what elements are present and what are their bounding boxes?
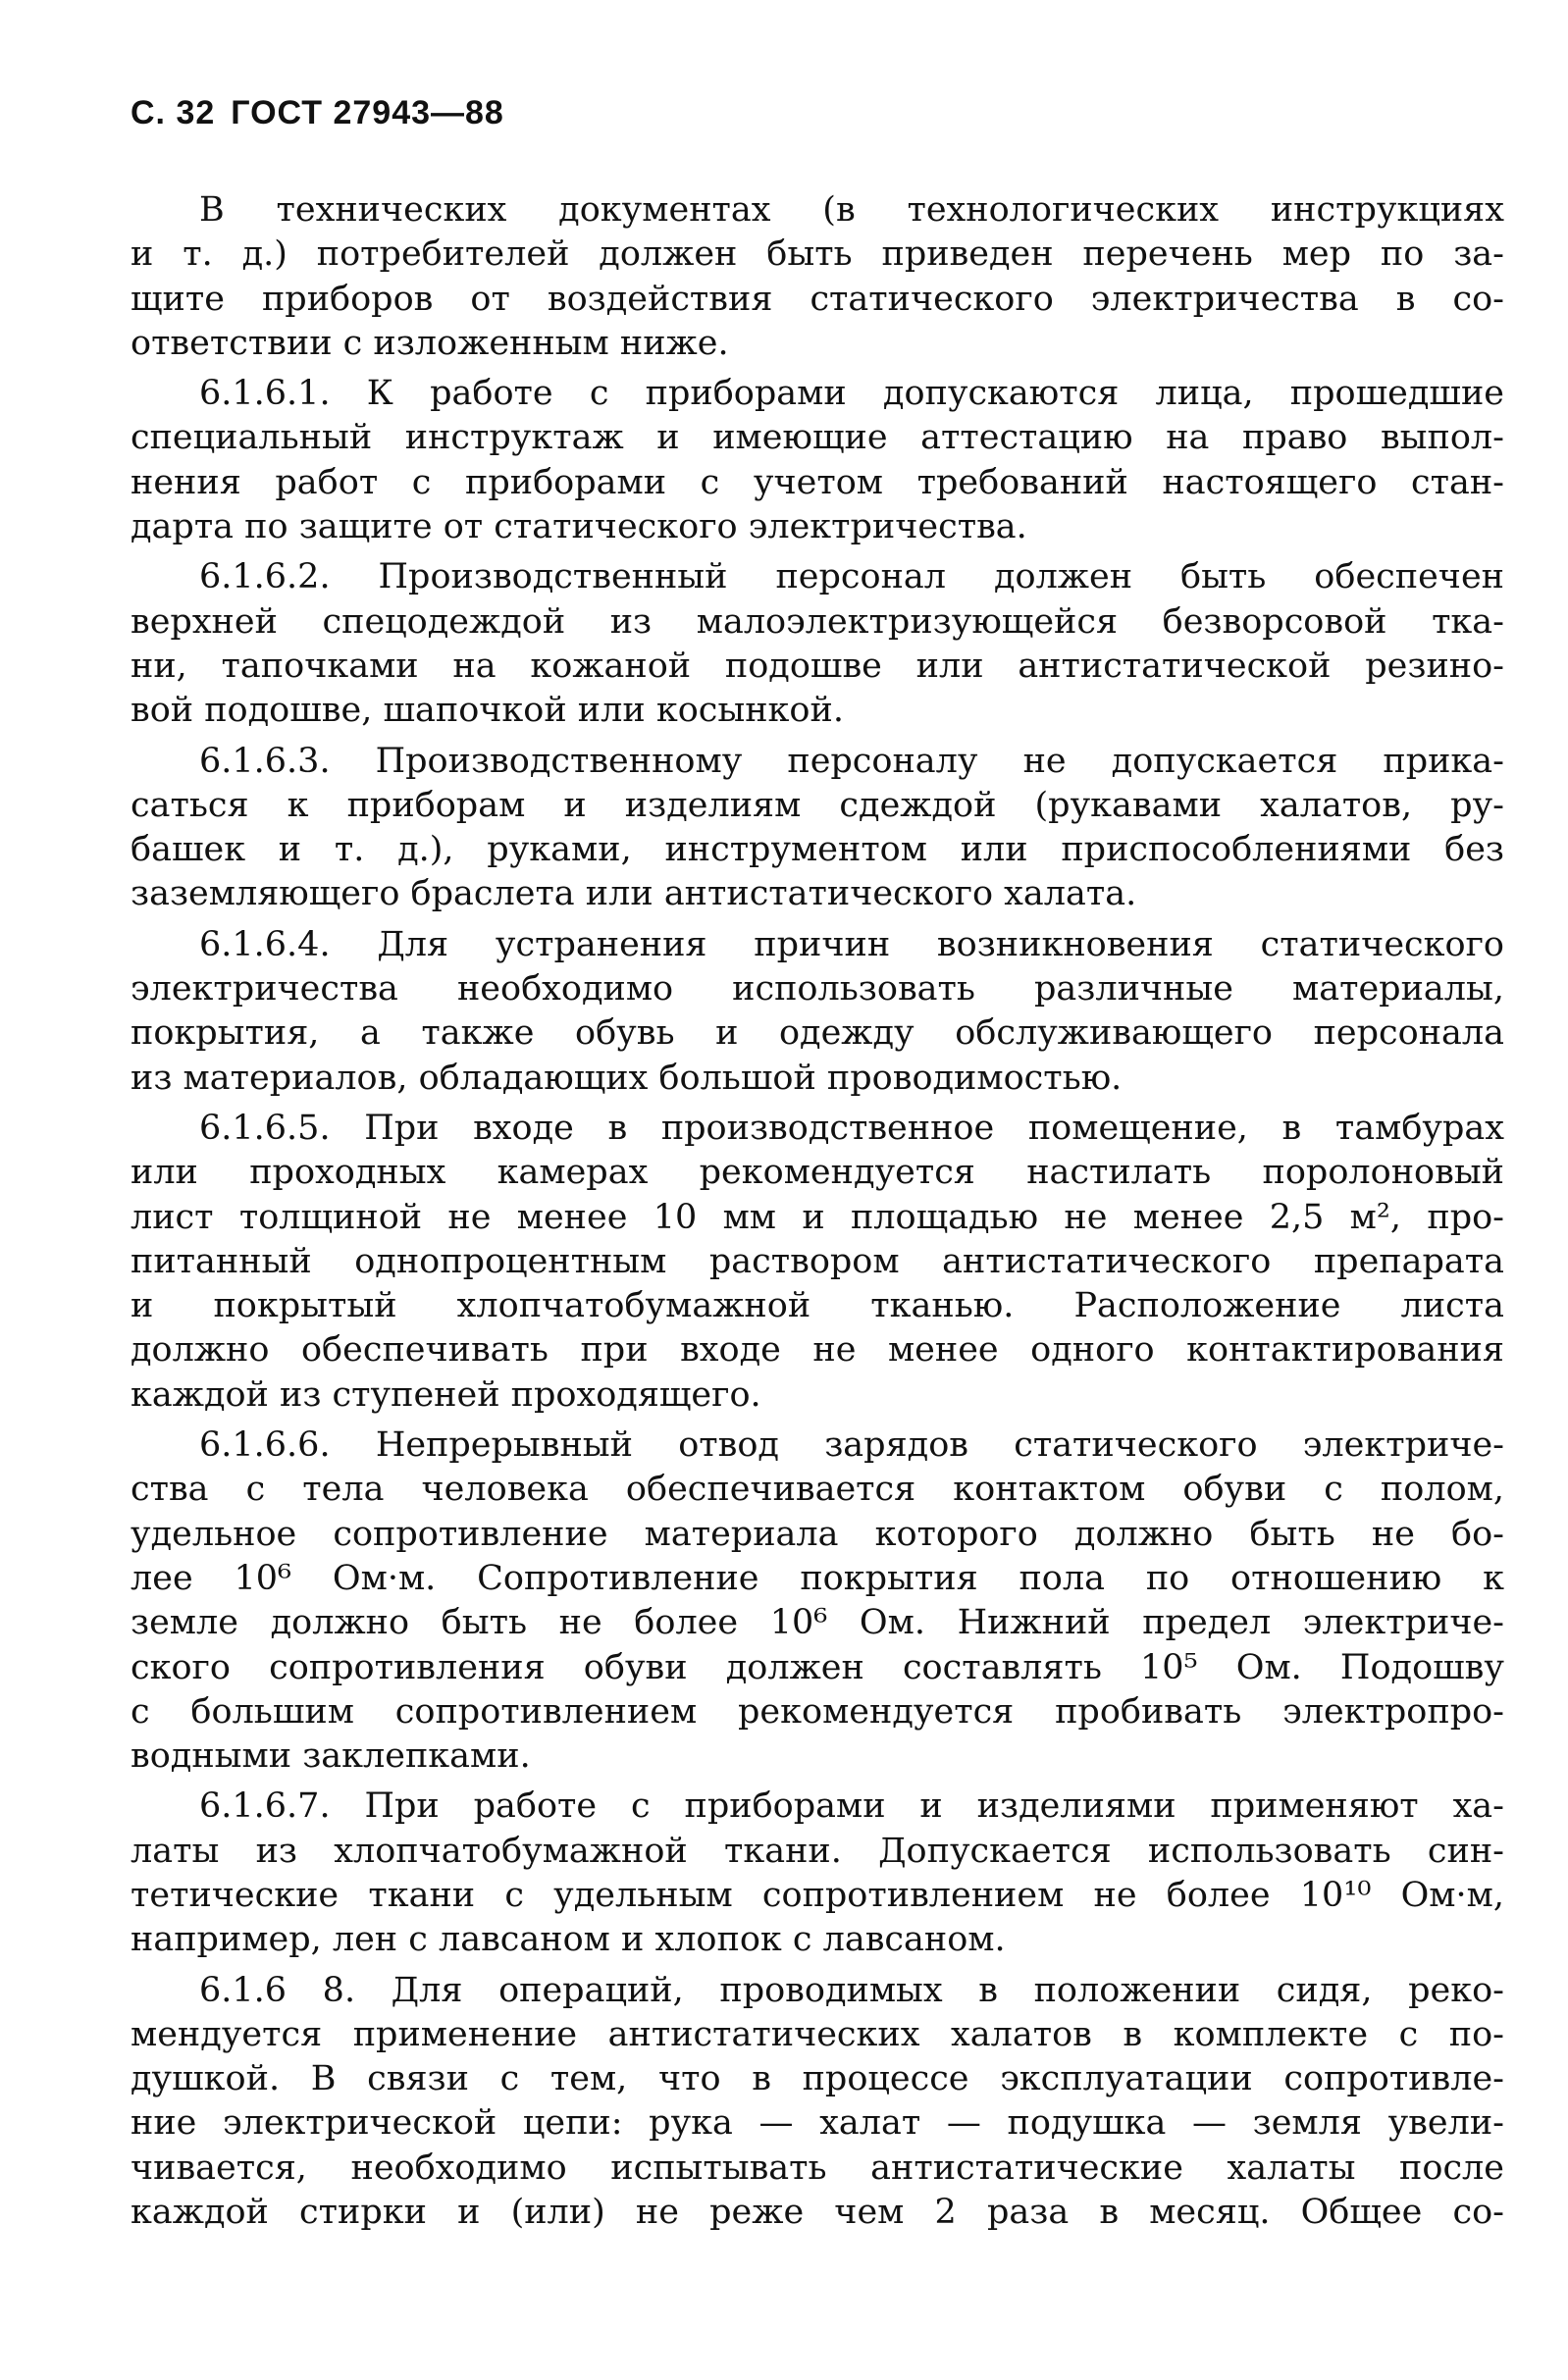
text-line: 6.1.6.2. Производственный персонал должен быть обеспечен	[199, 557, 1504, 597]
text-line: питанный однопроцентным раствором антистатического препарата	[131, 1241, 1504, 1281]
text-line: электричества необходимо использовать различные материалы,	[131, 969, 1504, 1009]
text-line: мендуется применение антистатических халатов в комплекте с по-	[131, 2014, 1504, 2054]
text-line: должно обеспечивать при входе не менее одного контактирования	[131, 1330, 1504, 1371]
paragraph	[131, 923, 1504, 1101]
text-line: и покрытый хлопчатобумажной тканью. Расположение листа	[131, 1286, 1504, 1326]
text-line: 6.1.6.6. Непрерывный отвод зарядов статического электриче-	[199, 1425, 1504, 1466]
text-line: латы из хлопчатобумажной ткани. Допускается использовать син-	[131, 1831, 1504, 1871]
text-line: водными заклепками.	[131, 1736, 531, 1777]
text-line: ние электрической цепи: рука — халат — подушка — земля увели-	[131, 2103, 1504, 2144]
paragraph	[131, 188, 1504, 366]
text-line: с большим сопротивлением рекомендуется пробивать электропро-	[131, 1691, 1504, 1732]
page-header	[131, 94, 504, 132]
text-line: душкой. В связи с тем, что в процессе эксплуатации сопротивле-	[131, 2059, 1504, 2099]
text-line: верхней спецодеждой из малоэлектризующейся безворсовой тка-	[131, 601, 1504, 642]
text-line: земле должно быть не более 10⁶ Ом. Нижний предел электриче-	[131, 1603, 1504, 1643]
text-line: нения работ с приборами с учетом требований настоящего стан-	[131, 462, 1504, 502]
text-line: каждой стирки и (или) не реже чем 2 раза в месяц. Общее со-	[131, 2193, 1504, 2233]
text-line: саться к приборам и изделиям сдеждой (рукавами халатов, ру-	[131, 785, 1504, 825]
text-line: 6.1.6.3. Производственному персоналу не допускается прика-	[199, 741, 1504, 781]
page-number: С. 32	[131, 94, 216, 131]
text-line: щите приборов от воздействия статического электричества в со-	[131, 279, 1504, 319]
text-line: ства с тела человека обеспечивается контактом обуви с полом,	[131, 1470, 1504, 1510]
paragraph	[131, 1107, 1504, 1418]
standard-designation: ГОСТ 27943—88	[231, 94, 504, 131]
text-line: ни, тапочками на кожаной подошве или антистатической резино-	[131, 646, 1504, 686]
text-line: вой подошве, шапочкой или косынкой.	[131, 691, 844, 731]
text-line: покрытия, а также обувь и одежду обслуживающего персонала	[131, 1013, 1504, 1054]
text-line: лист толщиной не менее 10 мм и площадью не менее 2,5 м², про-	[131, 1197, 1504, 1237]
text-line: лее 10⁶ Ом·м. Сопротивление покрытия пола по отношению к	[131, 1558, 1504, 1598]
text-line: из материалов, обладающих большой проводимостью.	[131, 1058, 1123, 1098]
text-line: 6.1.6.7. При работе с приборами и изделиями применяют ха-	[199, 1786, 1504, 1827]
text-line: 6.1.6.5. При входе в производственное помещение, в тамбурах	[199, 1108, 1504, 1148]
paragraph	[131, 740, 1504, 917]
text-line: 6.1.6.1. К работе с приборами допускаются лица, прошедшие	[199, 374, 1504, 414]
text-line: и т. д.) потребителей должен быть приведен перечень мер по за-	[131, 234, 1504, 275]
paragraph	[131, 1969, 1504, 2236]
paragraph	[131, 1785, 1504, 1962]
text-line: ответствии с изложенным ниже.	[131, 323, 729, 363]
paragraph	[131, 1423, 1504, 1779]
text-line: заземляющего браслета или антистатического халата.	[131, 874, 1137, 914]
paragraph	[131, 372, 1504, 549]
text-line: башек и т. д.), руками, инструментом или приспособлениями без	[131, 830, 1504, 870]
text-line: удельное сопротивление материала которого должно быть не бо-	[131, 1514, 1504, 1554]
body-text	[131, 188, 1504, 2241]
text-line: ского сопротивления обуви должен составлять 10⁵ Ом. Подошву	[131, 1647, 1504, 1687]
text-line: например, лен с лавсаном и хлопок с лавсаном.	[131, 1920, 1006, 1960]
paragraph	[131, 555, 1504, 733]
text-line: дарта по защите от статического электричества.	[131, 507, 1027, 547]
text-line: каждой из ступеней проходящего.	[131, 1374, 761, 1415]
text-line: или проходных камерах рекомендуется настилать поролоновый	[131, 1153, 1504, 1193]
text-line: 6.1.6 8. Для операций, проводимых в положении сидя, реко-	[199, 1970, 1504, 2010]
text-line: чивается, необходимо испытывать антистатические халаты после	[131, 2147, 1504, 2188]
text-line: 6.1.6.4. Для устранения причин возникновения статического	[199, 924, 1504, 964]
text-line: В технических документах (в технологических инструкциях	[199, 190, 1504, 230]
text-line: тетические ткани с удельным сопротивлением не более 10¹⁰ Ом·м,	[131, 1875, 1504, 1915]
text-line: специальный инструктаж и имеющие аттестацию на право выпол-	[131, 418, 1504, 458]
